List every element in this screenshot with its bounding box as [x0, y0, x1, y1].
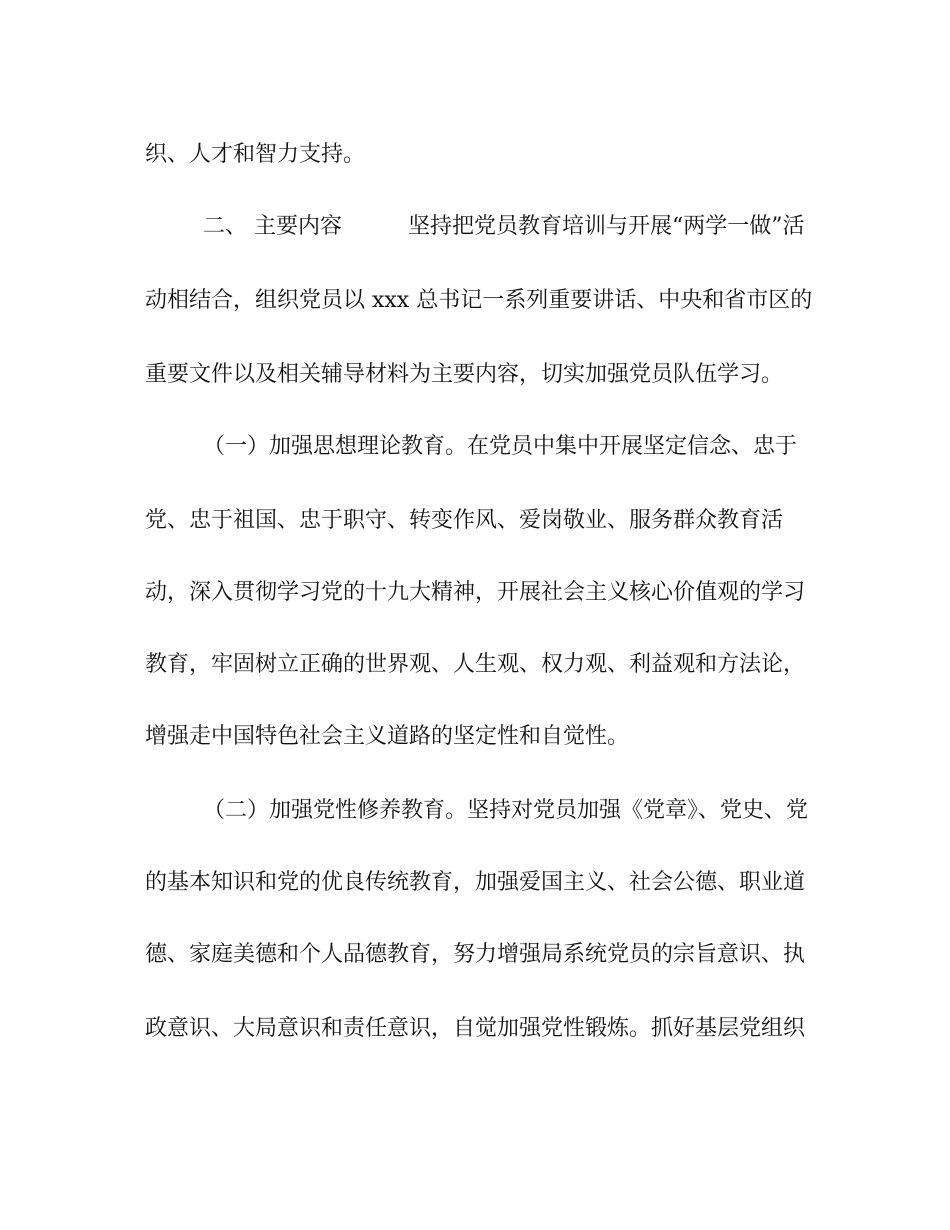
section-heading: 二、 主要内容: [203, 214, 342, 239]
paragraph-line: 党、忠于祖国、忠于职守、转变作风、爱岗敬业、服务群众教育活: [145, 508, 784, 533]
paragraph-line: 织、人才和智力支持。: [145, 142, 366, 167]
paragraph-line: 教育，牢固树立正确的世界观、人生观、权力观、利益观和方法论，: [145, 652, 806, 677]
paragraph-line: （一）加强思想理论教育。在党员中集中开展坚定信念、忠于: [203, 434, 798, 459]
paragraph-line: 增强走中国特色社会主义道路的坚定性和自觉性。: [145, 724, 630, 749]
paragraph-line: （二）加强党性修养教育。坚持对党员加强《党章》、党史、党: [203, 798, 809, 823]
paragraph-line: 政意识、大局意识和责任意识，自觉加强党性锻炼。抓好基层党组织: [145, 1016, 806, 1041]
paragraph-line: 的基本知识和党的优良传统教育，加强爱国主义、社会公德、职业道: [145, 870, 806, 895]
section-heading-line: [203, 212, 805, 242]
paragraph-line: 动相结合，组织党员以 xxx 总书记一系列重要讲话、中央和省市区的: [145, 288, 813, 313]
paragraph-line: 重要文件以及相关辅导材料为主要内容，切实加强党员队伍学习。: [145, 362, 784, 387]
paragraph-line: 德、家庭美德和个人品德教育，努力增强局系统党员的宗旨意识、执: [145, 942, 806, 967]
paragraph-line: 动，深入贯彻学习党的十九大精神，开展社会主义核心价值观的学习: [145, 580, 806, 605]
section-heading-text: 坚持把党员教育培训与开展“两学一做”活: [408, 214, 805, 239]
